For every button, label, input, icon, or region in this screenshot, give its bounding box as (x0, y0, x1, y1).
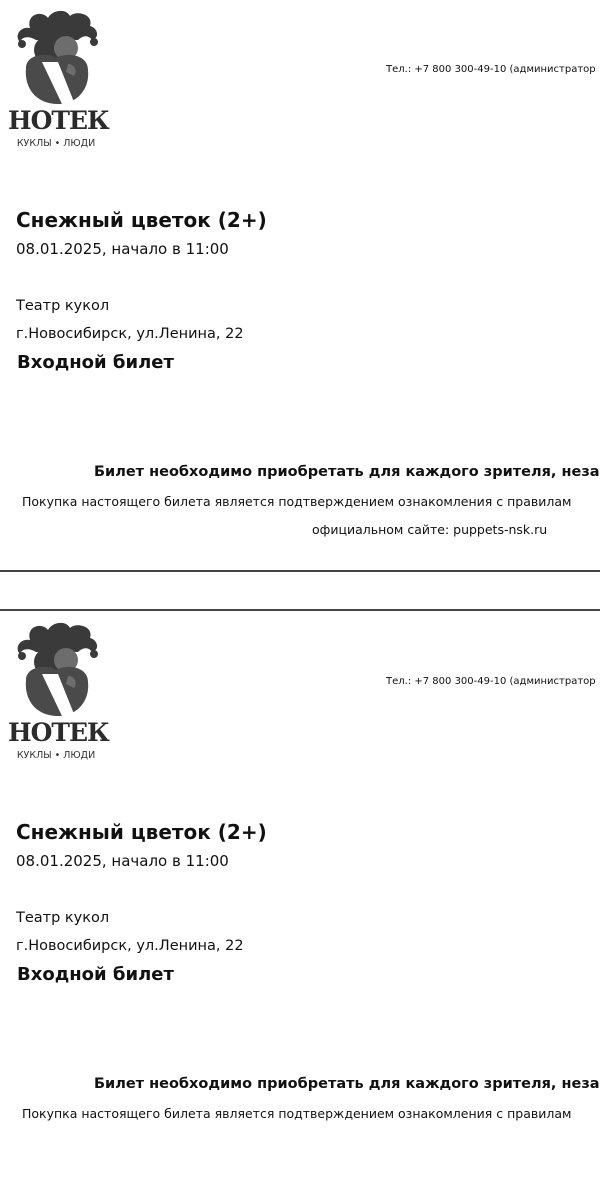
puppet-jester-logo-icon (8, 618, 104, 718)
notice-text: Покупка настоящего билета является подтверждением ознакомления с правилам (22, 1106, 572, 1121)
venue-name: Театр кукол (16, 298, 110, 314)
ticket-1 (0, 0, 600, 570)
ticket-type: Входной билет (17, 964, 174, 985)
ticket-type: Входной билет (17, 352, 174, 373)
notice-site: официальном сайте: puppets-nsk.ru (312, 522, 548, 537)
event-datetime: 08.01.2025, начало в 11:00 (16, 852, 229, 870)
theater-logo (8, 6, 109, 150)
theater-logo (8, 618, 109, 762)
venue-address: г.Новосибирск, ул.Ленина, 22 (16, 938, 244, 954)
notice-heading: Билет необходимо приобретать для каждого зрителя, неза (94, 1076, 600, 1092)
venue-name: Театр кукол (16, 910, 110, 926)
notice-heading: Билет необходимо приобретать для каждого зрителя, неза (94, 464, 600, 480)
ticket-separator-top (0, 570, 600, 572)
puppet-jester-logo-icon (8, 6, 104, 106)
logo-name: НОТЕК (8, 718, 109, 747)
event-title: Снежный цветок (2+) (16, 820, 267, 844)
logo-tagline: КУКЛЫ • ЛЮДИ (16, 138, 96, 149)
contact-phone: Тел.: +7 800 300-49-10 (администратор (386, 676, 596, 687)
contact-phone: Тел.: +7 800 300-49-10 (администратор (386, 64, 596, 75)
venue-address: г.Новосибирск, ул.Ленина, 22 (16, 326, 244, 342)
logo-tagline: КУКЛЫ • ЛЮДИ (16, 750, 96, 761)
event-datetime: 08.01.2025, начало в 11:00 (16, 240, 229, 258)
ticket-separator-bottom (0, 609, 600, 611)
ticket-2 (0, 612, 600, 1182)
notice-text: Покупка настоящего билета является подтверждением ознакомления с правилам (22, 494, 572, 509)
event-title: Снежный цветок (2+) (16, 208, 267, 232)
logo-name: НОТЕК (8, 106, 109, 135)
